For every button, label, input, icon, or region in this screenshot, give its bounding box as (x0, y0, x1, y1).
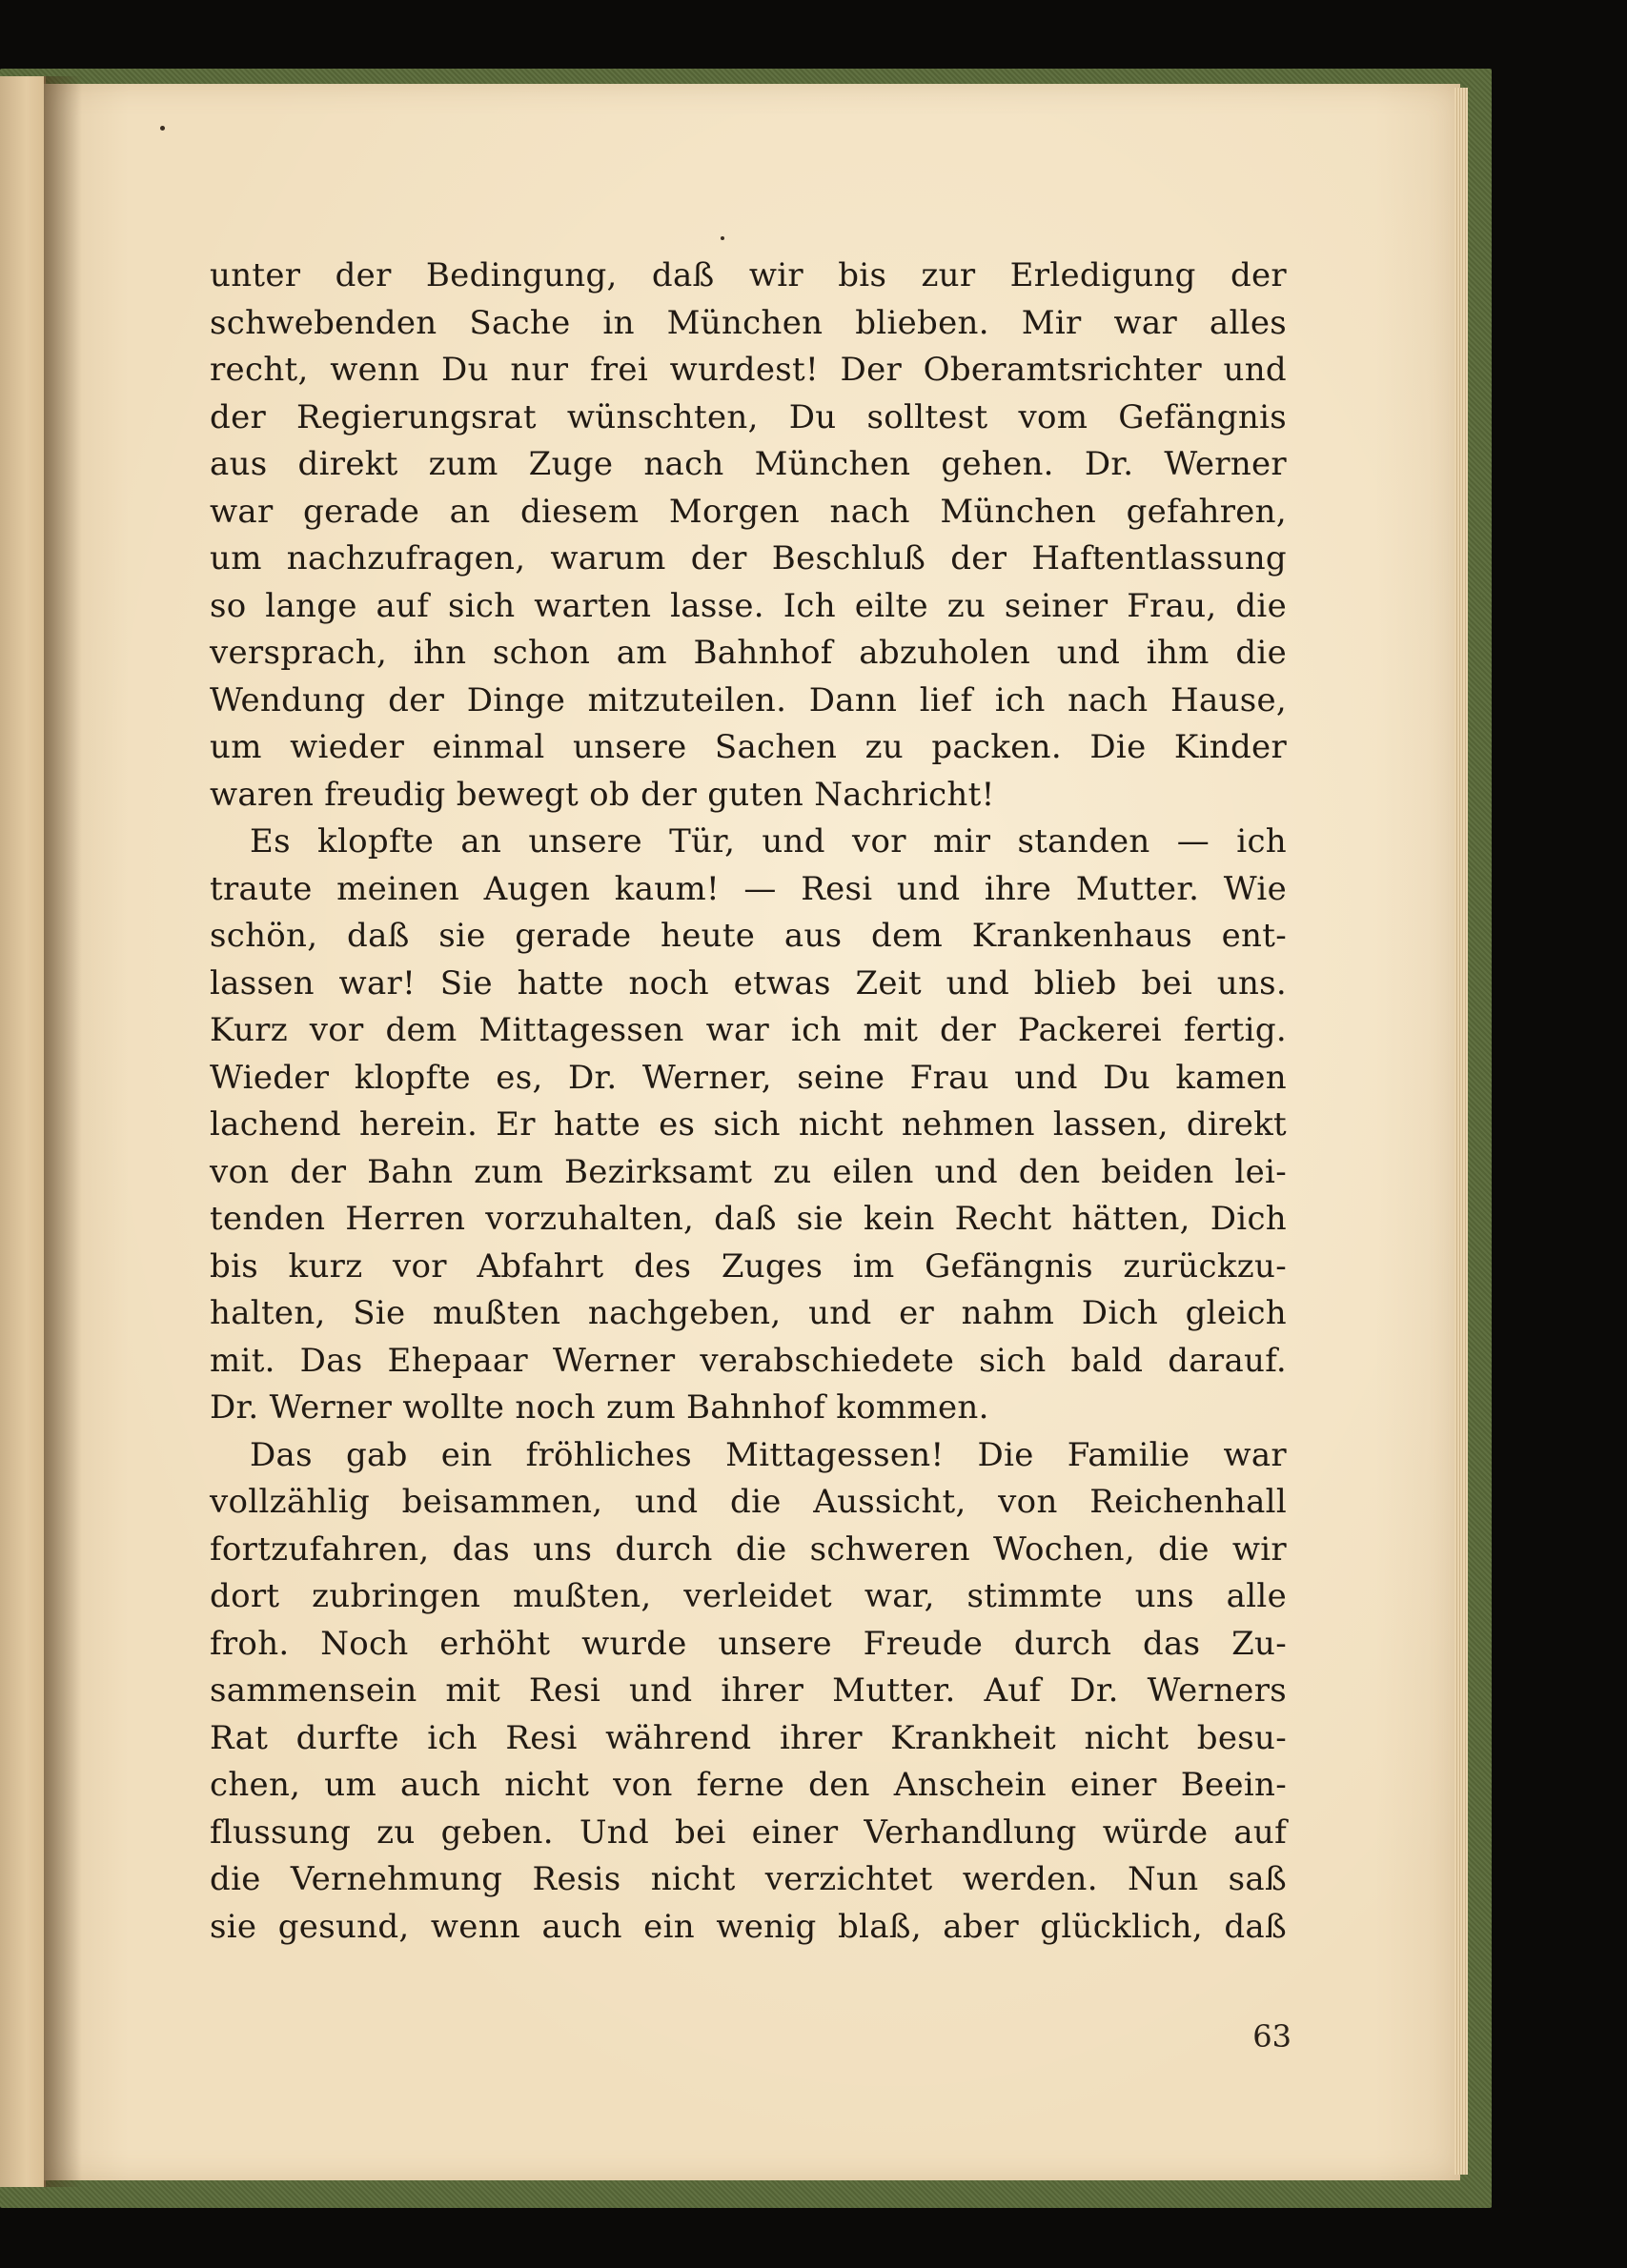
text-line: um wieder einmal unsere Sachen zu packen. Die Kinder (210, 728, 1287, 766)
text-line: tenden Herren vorzuhalten, daß sie kein Recht hätten, Dich (210, 1200, 1287, 1238)
text-line: bis kurz vor Abfahrt des Zuges im Gefängnis zurückzu- (210, 1246, 1287, 1286)
text-line: so lange auf sich warten lasse. Ich eilte zu seiner Frau, die (210, 586, 1287, 625)
text-line: traute meinen Augen kaum! — Resi und ihre Mutter. Wie (210, 869, 1287, 908)
text-line: die Vernehmung Resis nicht verzichtet werden. Nun saß (210, 1860, 1287, 1898)
paper-speck (721, 236, 724, 240)
paper-speck (160, 126, 165, 131)
text-line: der Regierungsrat wünschten, Du solltest vom Gefängnis (210, 397, 1287, 436)
text-line: chen, um auch nicht von ferne den Anschein einer Beein- (210, 1766, 1287, 1804)
body-text (210, 253, 1287, 1951)
text-line: waren freudig bewegt ob der guten Nachricht! (210, 775, 995, 814)
page-number: 63 (1252, 2018, 1291, 2055)
text-line: vollzählig beisammen, und die Aussicht, von Reichenhall (210, 1483, 1287, 1521)
page-stack-edge (1454, 88, 1468, 2175)
text-line: recht, wenn Du nur frei wurdest! Der Oberamtsrichter und (210, 351, 1287, 389)
previous-page-edge (0, 76, 46, 2187)
text-line: versprach, ihn schon am Bahnhof abzuholen und ihm die (210, 634, 1287, 672)
text-line: halten, Sie mußten nachgeben, und er nahm Dich gleich (210, 1294, 1287, 1332)
text-line: Wendung der Dinge mitzuteilen. Dann lief ich nach Hause, (210, 680, 1287, 719)
text-line: schwebenden Sache in München blieben. Mir war alles (210, 303, 1287, 342)
text-line: Dr. Werner wollte noch zum Bahnhof kommen. (210, 1388, 989, 1427)
text-line: von der Bahn zum Bezirksamt zu eilen und den beiden lei- (210, 1152, 1287, 1191)
text-line: war gerade an diesem Morgen nach München gefahren, (210, 492, 1287, 531)
text-line: mit. Das Ehepaar Werner verabschiedete sich bald darauf. (210, 1341, 1287, 1380)
text-line: dort zubringen mußten, verleidet war, stimmte uns alle (210, 1577, 1287, 1615)
text-line: sie gesund, wenn auch ein wenig blaß, aber glücklich, daß (210, 1907, 1287, 1946)
text-line: sammensein mit Resi und ihrer Mutter. Auf Dr. Werners (210, 1671, 1287, 1710)
text-line: aus direkt zum Zuge nach München gehen. Dr. Werner (210, 445, 1287, 483)
text-line: lachend herein. Er hatte es sich nicht nehmen lassen, direkt (210, 1105, 1287, 1144)
text-line: Kurz vor dem Mittagessen war ich mit der Packerei fertig. (210, 1011, 1287, 1049)
text-line: schön, daß sie gerade heute aus dem Krankenhaus ent- (210, 917, 1287, 955)
text-line: Das gab ein fröhliches Mittagessen! Die Familie war (250, 1435, 1287, 1474)
text-line: froh. Noch erhöht wurde unsere Freude durch das Zu- (210, 1624, 1287, 1663)
text-line: lassen war! Sie hatte noch etwas Zeit und blieb bei uns. (210, 963, 1287, 1002)
text-line: Wieder klopfte es, Dr. Werner, seine Frau und Du kamen (210, 1058, 1287, 1097)
text-line: Rat durfte ich Resi während ihrer Krankheit nicht besu- (210, 1718, 1287, 1757)
text-line: unter der Bedingung, daß wir bis zur Erledigung der (210, 256, 1287, 294)
text-line: fortzufahren, das uns durch die schweren Wochen, die wir (210, 1529, 1287, 1569)
text-line: flussung zu geben. Und bei einer Verhandlung würde auf (210, 1812, 1287, 1852)
text-line: Es klopfte an unsere Tür, und vor mir standen — ich (250, 822, 1287, 861)
text-line: um nachzufragen, warum der Beschluß der Haftentlassung (210, 539, 1287, 577)
